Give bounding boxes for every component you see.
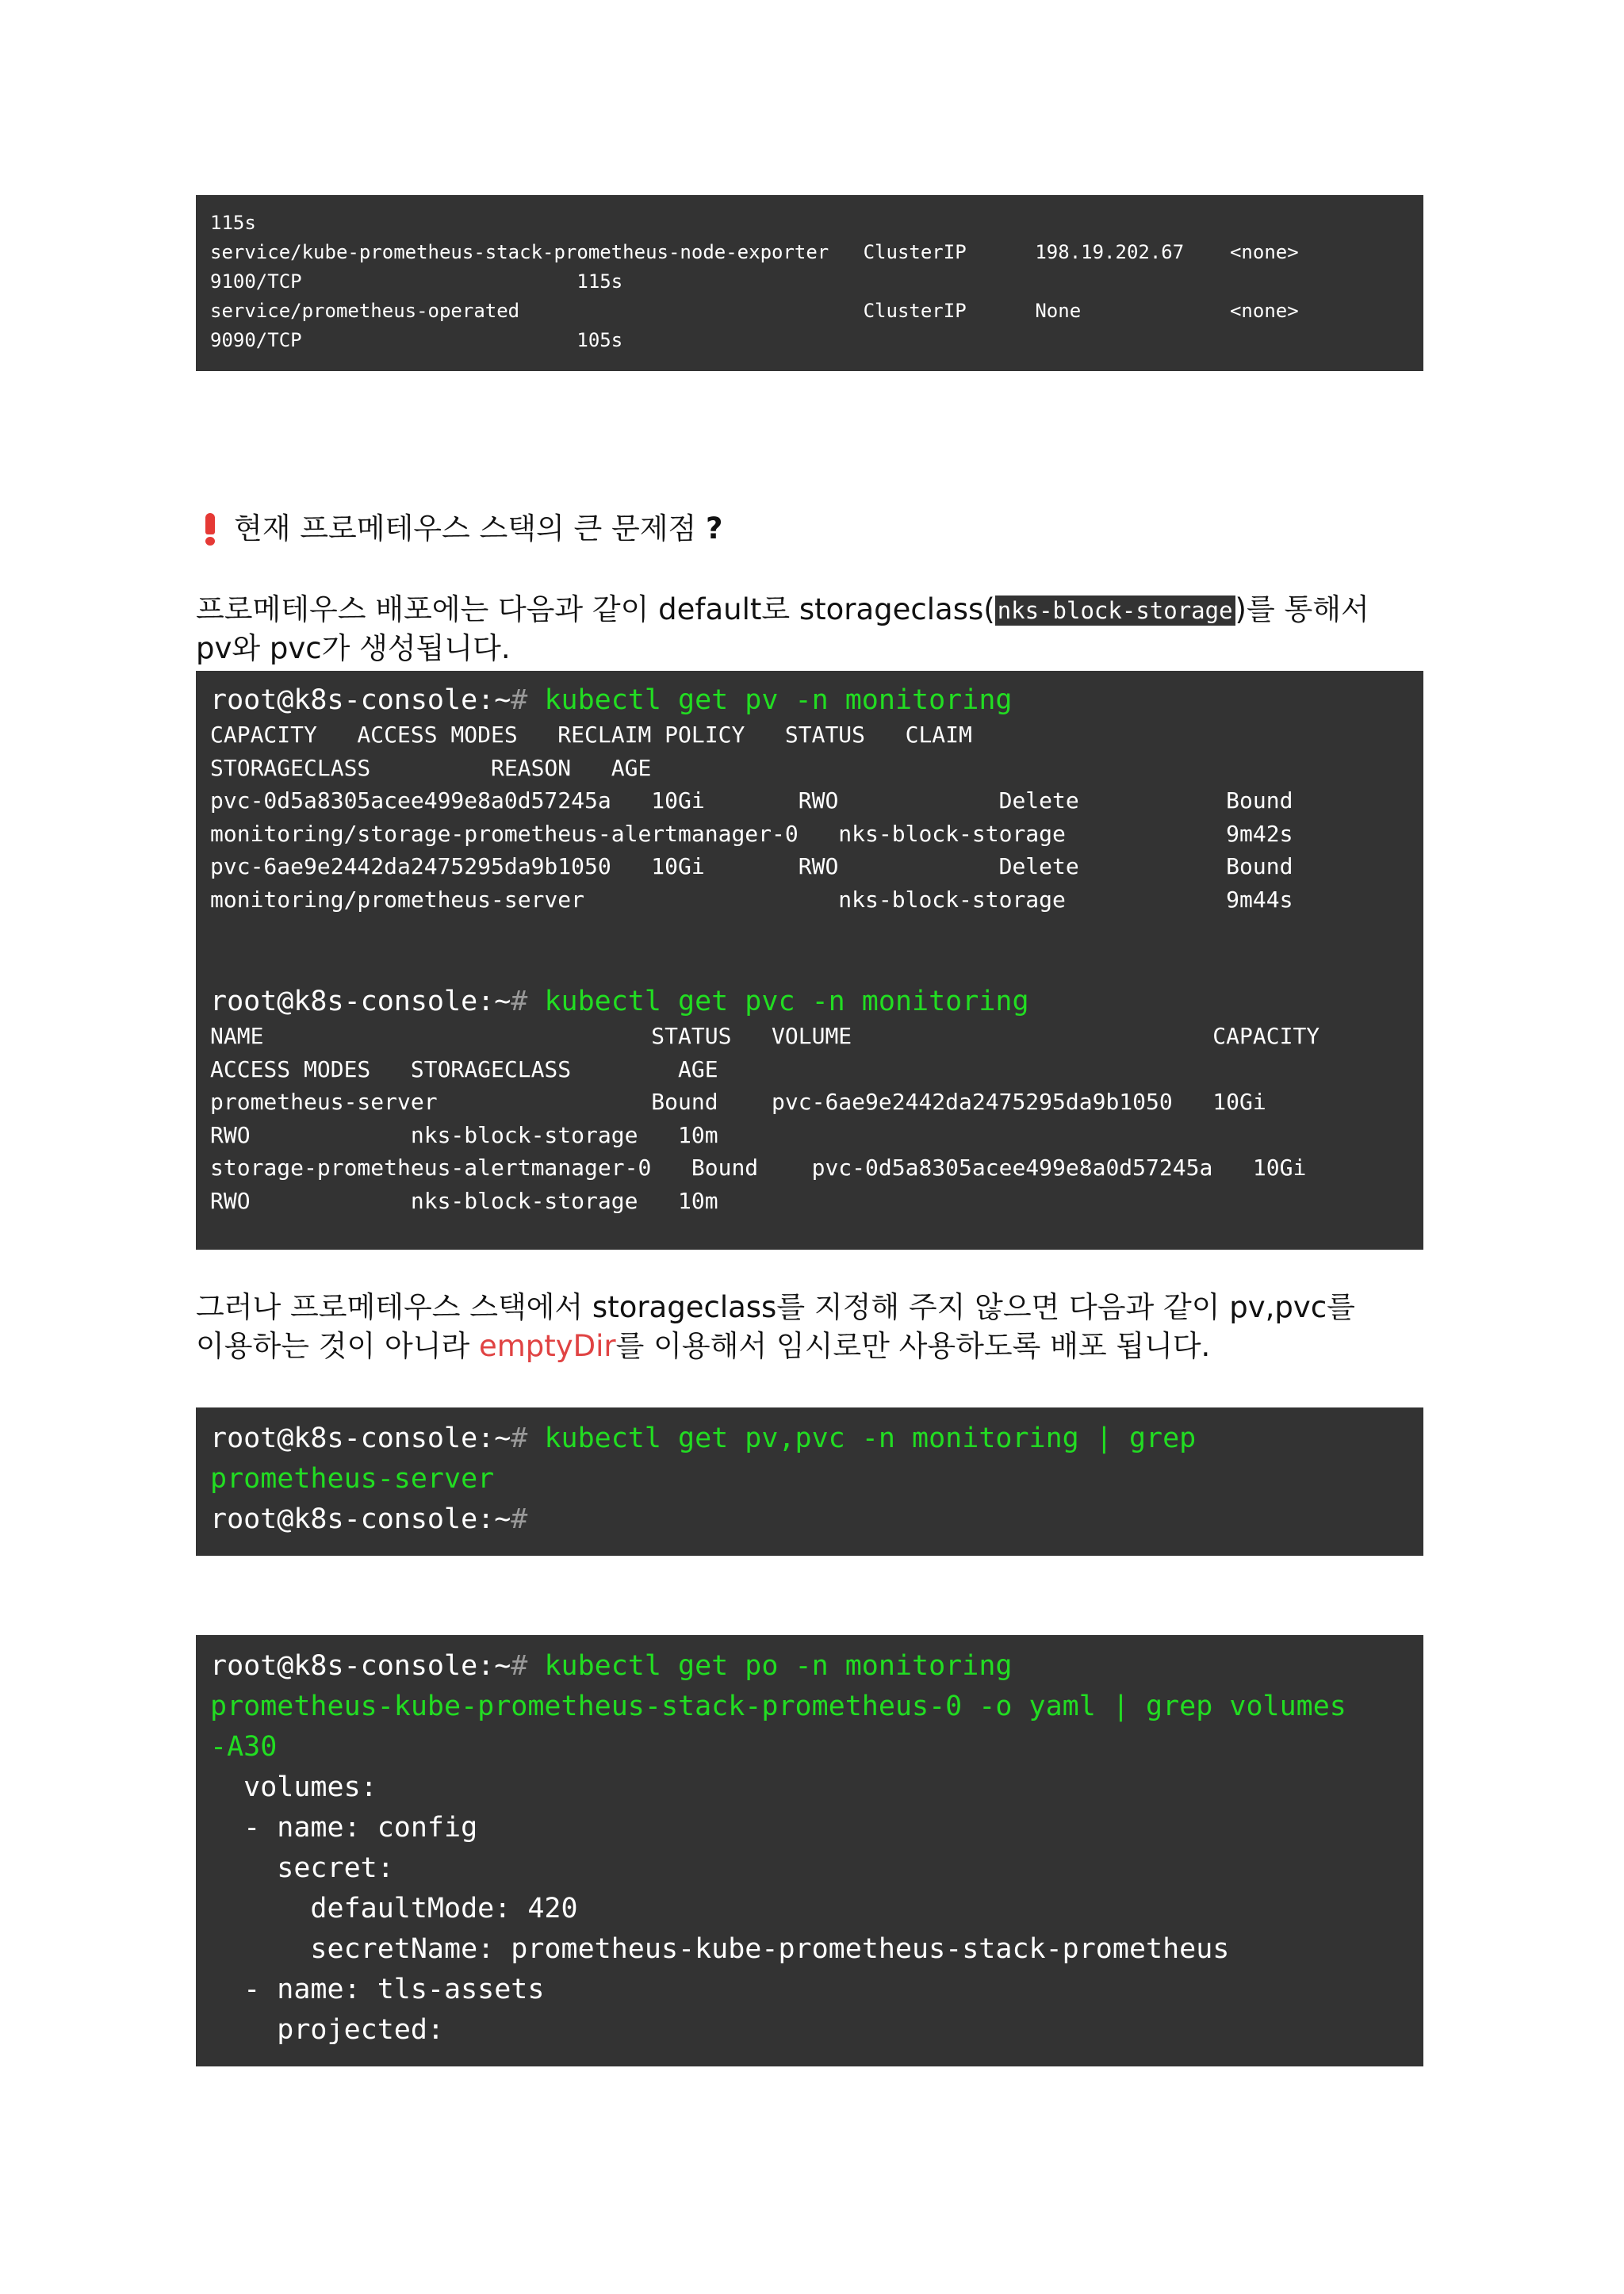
terminal-block-services — [196, 195, 1423, 371]
command-continuation: -A30 — [210, 1731, 278, 1763]
terminal-line: 115s — [210, 212, 256, 234]
prompt-hash: # — [511, 1650, 528, 1682]
shell-prompt: root@k8s-console:~ — [210, 986, 511, 1017]
command-line — [210, 982, 1409, 1022]
terminal-line: NAME STATUS VOLUME CAPACITY — [210, 1023, 1320, 1049]
terminal-line: - name: tls-assets — [210, 1974, 545, 2005]
terminal-line: defaultMode: 420 — [210, 1893, 578, 1924]
text-span: )를 통해서 — [1235, 592, 1369, 626]
terminal-line: monitoring/storage-prometheus-alertmanager-0 nks-block-storage 9m42s — [210, 820, 1293, 847]
command-line — [210, 680, 1409, 721]
section-heading — [196, 509, 1433, 548]
terminal-line: service/kube-prometheus-stack-prometheus-node-exporter ClusterIP 198.19.202.67 <none> — [210, 241, 1299, 263]
command-continuation: prometheus-kube-prometheus-stack-prometheus-0 -o yaml | grep volumes — [210, 1691, 1346, 1722]
terminal-block-volumes — [196, 1635, 1423, 2066]
command-text: kubectl get pv,pvc -n monitoring | grep — [527, 1423, 1197, 1454]
terminal-line: pvc-0d5a8305acee499e8a0d57245a 10Gi RWO Delete Bound — [210, 787, 1293, 814]
heading-question-mark: ? — [705, 511, 723, 546]
terminal-line: ACCESS MODES STORAGECLASS AGE — [210, 1055, 718, 1082]
command-continuation: prometheus-server — [210, 1463, 495, 1495]
terminal-line: RWO nks-block-storage 10m — [210, 1187, 718, 1214]
command-text: kubectl get pv -n monitoring — [527, 684, 1013, 716]
inline-code-storageclass: nks-block-storage — [995, 596, 1235, 626]
text-span: 를 이용해서 임시로만 사용하도록 배포 됩니다. — [615, 1329, 1211, 1363]
paragraph-line — [196, 1327, 1433, 1365]
terminal-line: STORAGECLASS REASON AGE — [210, 754, 652, 781]
terminal-line: monitoring/prometheus-server nks-block-storage 9m44s — [210, 886, 1293, 913]
prompt-hash: # — [511, 1503, 528, 1535]
text-span: 프로메테우스 배포에는 다음과 같이 default로 storageclass( — [196, 592, 995, 626]
paragraph-emptydir — [196, 1288, 1433, 1365]
terminal-line: CAPACITY ACCESS MODES RECLAIM POLICY STATUS CLAIM — [210, 722, 972, 748]
prompt-hash: # — [511, 1423, 528, 1454]
terminal-line: 9090/TCP 105s — [210, 329, 623, 351]
shell-prompt: root@k8s-console:~ — [210, 684, 511, 716]
command-text: kubectl get po -n monitoring — [527, 1650, 1013, 1682]
command-line — [210, 1499, 1409, 1540]
terminal-line: 9100/TCP 115s — [210, 270, 623, 293]
paragraph-line: pv와 pvc가 생성됩니다. — [196, 631, 511, 665]
command-line — [210, 1419, 1409, 1459]
paragraph-line: 그러나 프로메테우스 스택에서 storageclass를 지정해 주지 않으면 다음과 같이 pv,pvc를 — [196, 1290, 1355, 1324]
shell-prompt: root@k8s-console:~ — [210, 1423, 511, 1454]
terminal-line: secret: — [210, 1852, 394, 1884]
command-line — [210, 1646, 1409, 1687]
command-text: kubectl get pvc -n monitoring — [527, 986, 1029, 1017]
shell-prompt: root@k8s-console:~ — [210, 1650, 511, 1682]
terminal-line: - name: config — [210, 1812, 478, 1844]
heading-text: 현재 프로메테우스 스택의 큰 문제점 — [234, 511, 697, 546]
terminal-line: service/prometheus-operated ClusterIP None <none> — [210, 300, 1299, 322]
terminal-line: RWO nks-block-storage 10m — [210, 1121, 718, 1148]
paragraph-line — [196, 590, 1433, 629]
shell-prompt: root@k8s-console:~ — [210, 1503, 511, 1535]
terminal-line: projected: — [210, 2014, 445, 2046]
prompt-hash: # — [511, 684, 528, 716]
terminal-line: secretName: prometheus-kube-prometheus-stack-prometheus — [210, 1933, 1230, 1965]
emptydir-highlight: emptyDir — [478, 1329, 616, 1363]
paragraph-default-storageclass — [196, 590, 1433, 668]
text-span: 이용하는 것이 아니라 — [196, 1329, 479, 1363]
prompt-hash: # — [511, 986, 528, 1017]
terminal-block-pv-pvc — [196, 671, 1423, 1250]
terminal-block-grep — [196, 1407, 1423, 1556]
exclamation-icon — [205, 513, 215, 542]
terminal-line: volumes: — [210, 1771, 377, 1803]
terminal-line: prometheus-server Bound pvc-6ae9e2442da2475295da9b1050 10Gi — [210, 1089, 1266, 1115]
terminal-line: storage-prometheus-alertmanager-0 Bound pvc-0d5a8305acee499e8a0d57245a 10Gi — [210, 1155, 1307, 1181]
terminal-line: pvc-6ae9e2442da2475295da9b1050 10Gi RWO Delete Bound — [210, 853, 1293, 879]
